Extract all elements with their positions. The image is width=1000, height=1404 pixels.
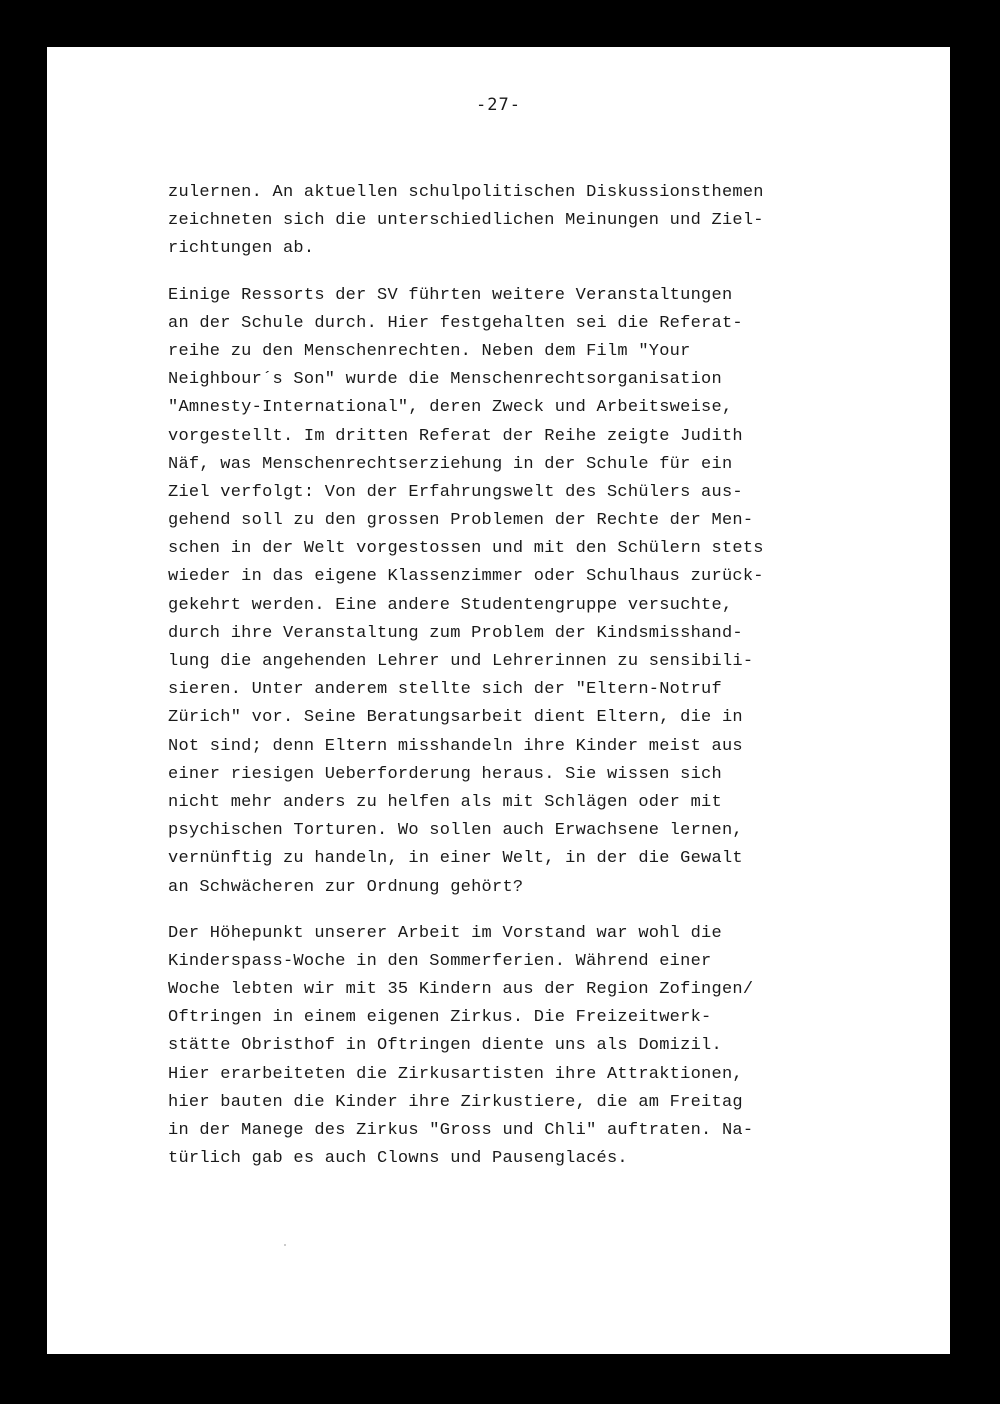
text-line: einer riesigen Ueberforderung heraus. Sie wissen sich — [168, 764, 722, 784]
text-line: Not sind; denn Eltern misshandeln ihre Kinder meist aus — [168, 736, 743, 756]
text-line: psychischen Torturen. Wo sollen auch Erwachsene lernen, — [168, 821, 743, 841]
text-line: zulernen. An aktuellen schulpolitischen Diskussionsthemen — [168, 183, 764, 202]
text-line: Der Höhepunkt unserer Arbeit im Vorstand war wohl die — [168, 923, 722, 943]
document-page — [47, 47, 950, 1354]
text-line: an Schwächeren zur Ordnung gehört? — [168, 877, 524, 897]
text-line: Hier erarbeiteten die Zirkusartisten ihre Attraktionen, — [168, 1064, 743, 1084]
text-line: stätte Obristhof in Oftringen diente uns als Domizil. — [168, 1036, 722, 1056]
text-line: "Amnesty-International", deren Zweck und Arbeitsweise, — [168, 398, 733, 418]
text-line: gehend soll zu den grossen Problemen der Rechte der Men- — [168, 511, 754, 531]
scan-speck — [284, 1244, 286, 1246]
text-line: schen in der Welt vorgestossen und mit den Schülern stets — [168, 539, 764, 559]
text-line: Ziel verfolgt: Von der Erfahrungswelt des Schülers aus- — [168, 482, 743, 502]
text-line: wieder in das eigene Klassenzimmer oder Schulhaus zurück- — [168, 567, 764, 587]
text-line: in der Manege des Zirkus "Gross und Chli" auftraten. Na- — [168, 1121, 754, 1140]
text-line: nicht mehr anders zu helfen als mit Schlägen oder mit — [168, 792, 722, 812]
text-line: gekehrt werden. Eine andere Studentengruppe versuchte, — [168, 595, 733, 615]
paragraph-1 — [168, 179, 868, 264]
text-line: hier bauten die Kinder ihre Zirkustiere, die am Freitag — [168, 1092, 743, 1112]
text-line: Näf, was Menschenrechtserziehung in der Schule für ein — [168, 454, 733, 474]
text-line: durch ihre Veranstaltung zum Problem der Kindsmisshand- — [168, 623, 743, 643]
text-line: türlich gab es auch Clowns und Pausenglacés. — [168, 1149, 628, 1169]
text-line: Woche lebten wir mit 35 Kindern aus der Region Zofingen/ — [168, 980, 754, 1000]
body-text — [168, 179, 868, 1191]
text-line: vorgestellt. Im dritten Referat der Reihe zeigte Judith — [168, 426, 743, 446]
text-line: vernünftig zu handeln, in einer Welt, in der die Gewalt — [168, 849, 743, 869]
text-line: lung die angehenden Lehrer und Lehrerinnen zu sensibili- — [168, 652, 754, 671]
text-line: richtungen ab. — [168, 239, 315, 259]
text-line: Einige Ressorts der SV führten weitere Veranstaltungen — [168, 285, 733, 305]
text-line: sieren. Unter anderem stellte sich der "Eltern-Notruf — [168, 680, 722, 700]
text-line: zeichneten sich die unterschiedlichen Meinungen und Ziel- — [168, 211, 764, 231]
paragraph-2 — [168, 282, 868, 902]
page-number: -27- — [476, 95, 521, 115]
text-line: Zürich" vor. Seine Beratungsarbeit dient Eltern, die in — [168, 708, 743, 728]
text-line: Kinderspass-Woche in den Sommerferien. Während einer — [168, 951, 712, 971]
text-line: Oftringen in einem eigenen Zirkus. Die Freizeitwerk- — [168, 1008, 712, 1028]
text-line: reihe zu den Menschenrechten. Neben dem Film "Your — [168, 341, 691, 361]
text-line: an der Schule durch. Hier festgehalten sei die Referat- — [168, 313, 743, 333]
paragraph-3 — [168, 920, 868, 1174]
text-line: Neighbour´s Son" wurde die Menschenrechtsorganisation — [168, 370, 722, 390]
